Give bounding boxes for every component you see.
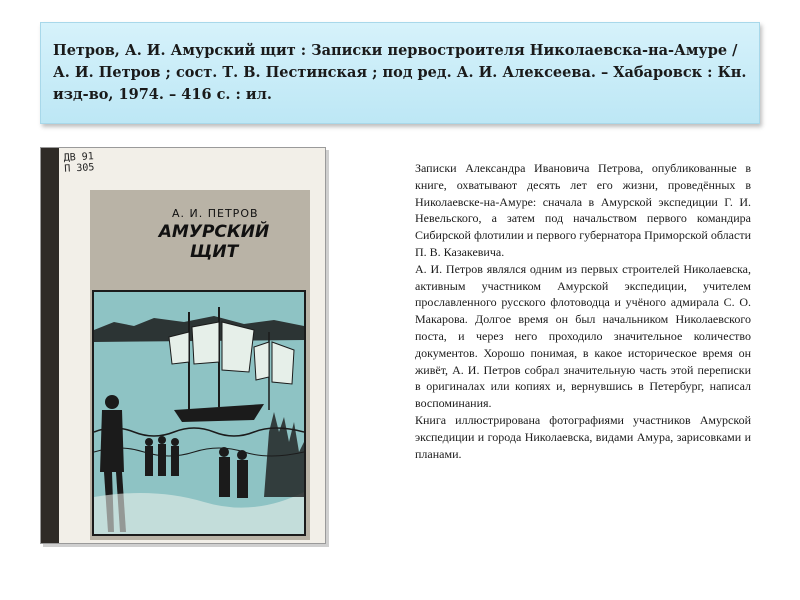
cover-author: А. И. ПЕТРОВ	[172, 207, 259, 220]
cover-illustration	[92, 290, 306, 536]
ship-scene-illustration	[94, 292, 304, 534]
description-paragraph-3: Книга иллюстрирована фотографиями участников Амурской экспедиции и города Николаевска, видами Амура, зарисовками и планами.	[415, 412, 751, 461]
book-description	[415, 160, 751, 462]
description-paragraph-2: А. И. Петров являлся одним из первых строителей Николаевска, активным участником Амурской экспедиции, учителем прославленного русского флотоводца и учёного адмирала С. О. Макарова. Долгое время он был начальником Николаевского поста, и через него проходило значительное количество документов. Хорошо понимая, в какое историческое время он живёт, А. И. Петров собрал значительную часть этой переписки в оригиналах или копиях и, вернувшись в Петербург, написал воспоминания.	[415, 261, 751, 411]
sticker-line-2: П 305	[64, 162, 95, 175]
cover-title: АМУРСКИЙ ЩИТ	[158, 222, 270, 262]
description-paragraph-1: Записки Александра Ивановича Петрова, опубликованные в книге, охватывают десять лет его жизни, проведённых в Николаевске-на-Амуре: сначала в Амурской экспедиции Г. И. Невельского, а затем под начальством первого командира Сибирской флотилии и первого губернатора Приморской области П. В. Казакевича.	[415, 161, 751, 259]
citation-banner	[40, 22, 760, 124]
sticker-line-1: ДВ 91	[63, 151, 95, 164]
library-shelf-sticker	[63, 151, 94, 175]
bibliographic-citation: Петров, А. И. Амурский щит : Записки первостроителя Николаевска-на-Амуре / А. И. Петров ; сост. Т. В. Пестинская ; под ред. А. И. Алексеева. – Хабаровск : Кн. изд-во, 1974. – 416 с. : ил.	[53, 42, 747, 103]
cover-spine	[41, 148, 59, 543]
